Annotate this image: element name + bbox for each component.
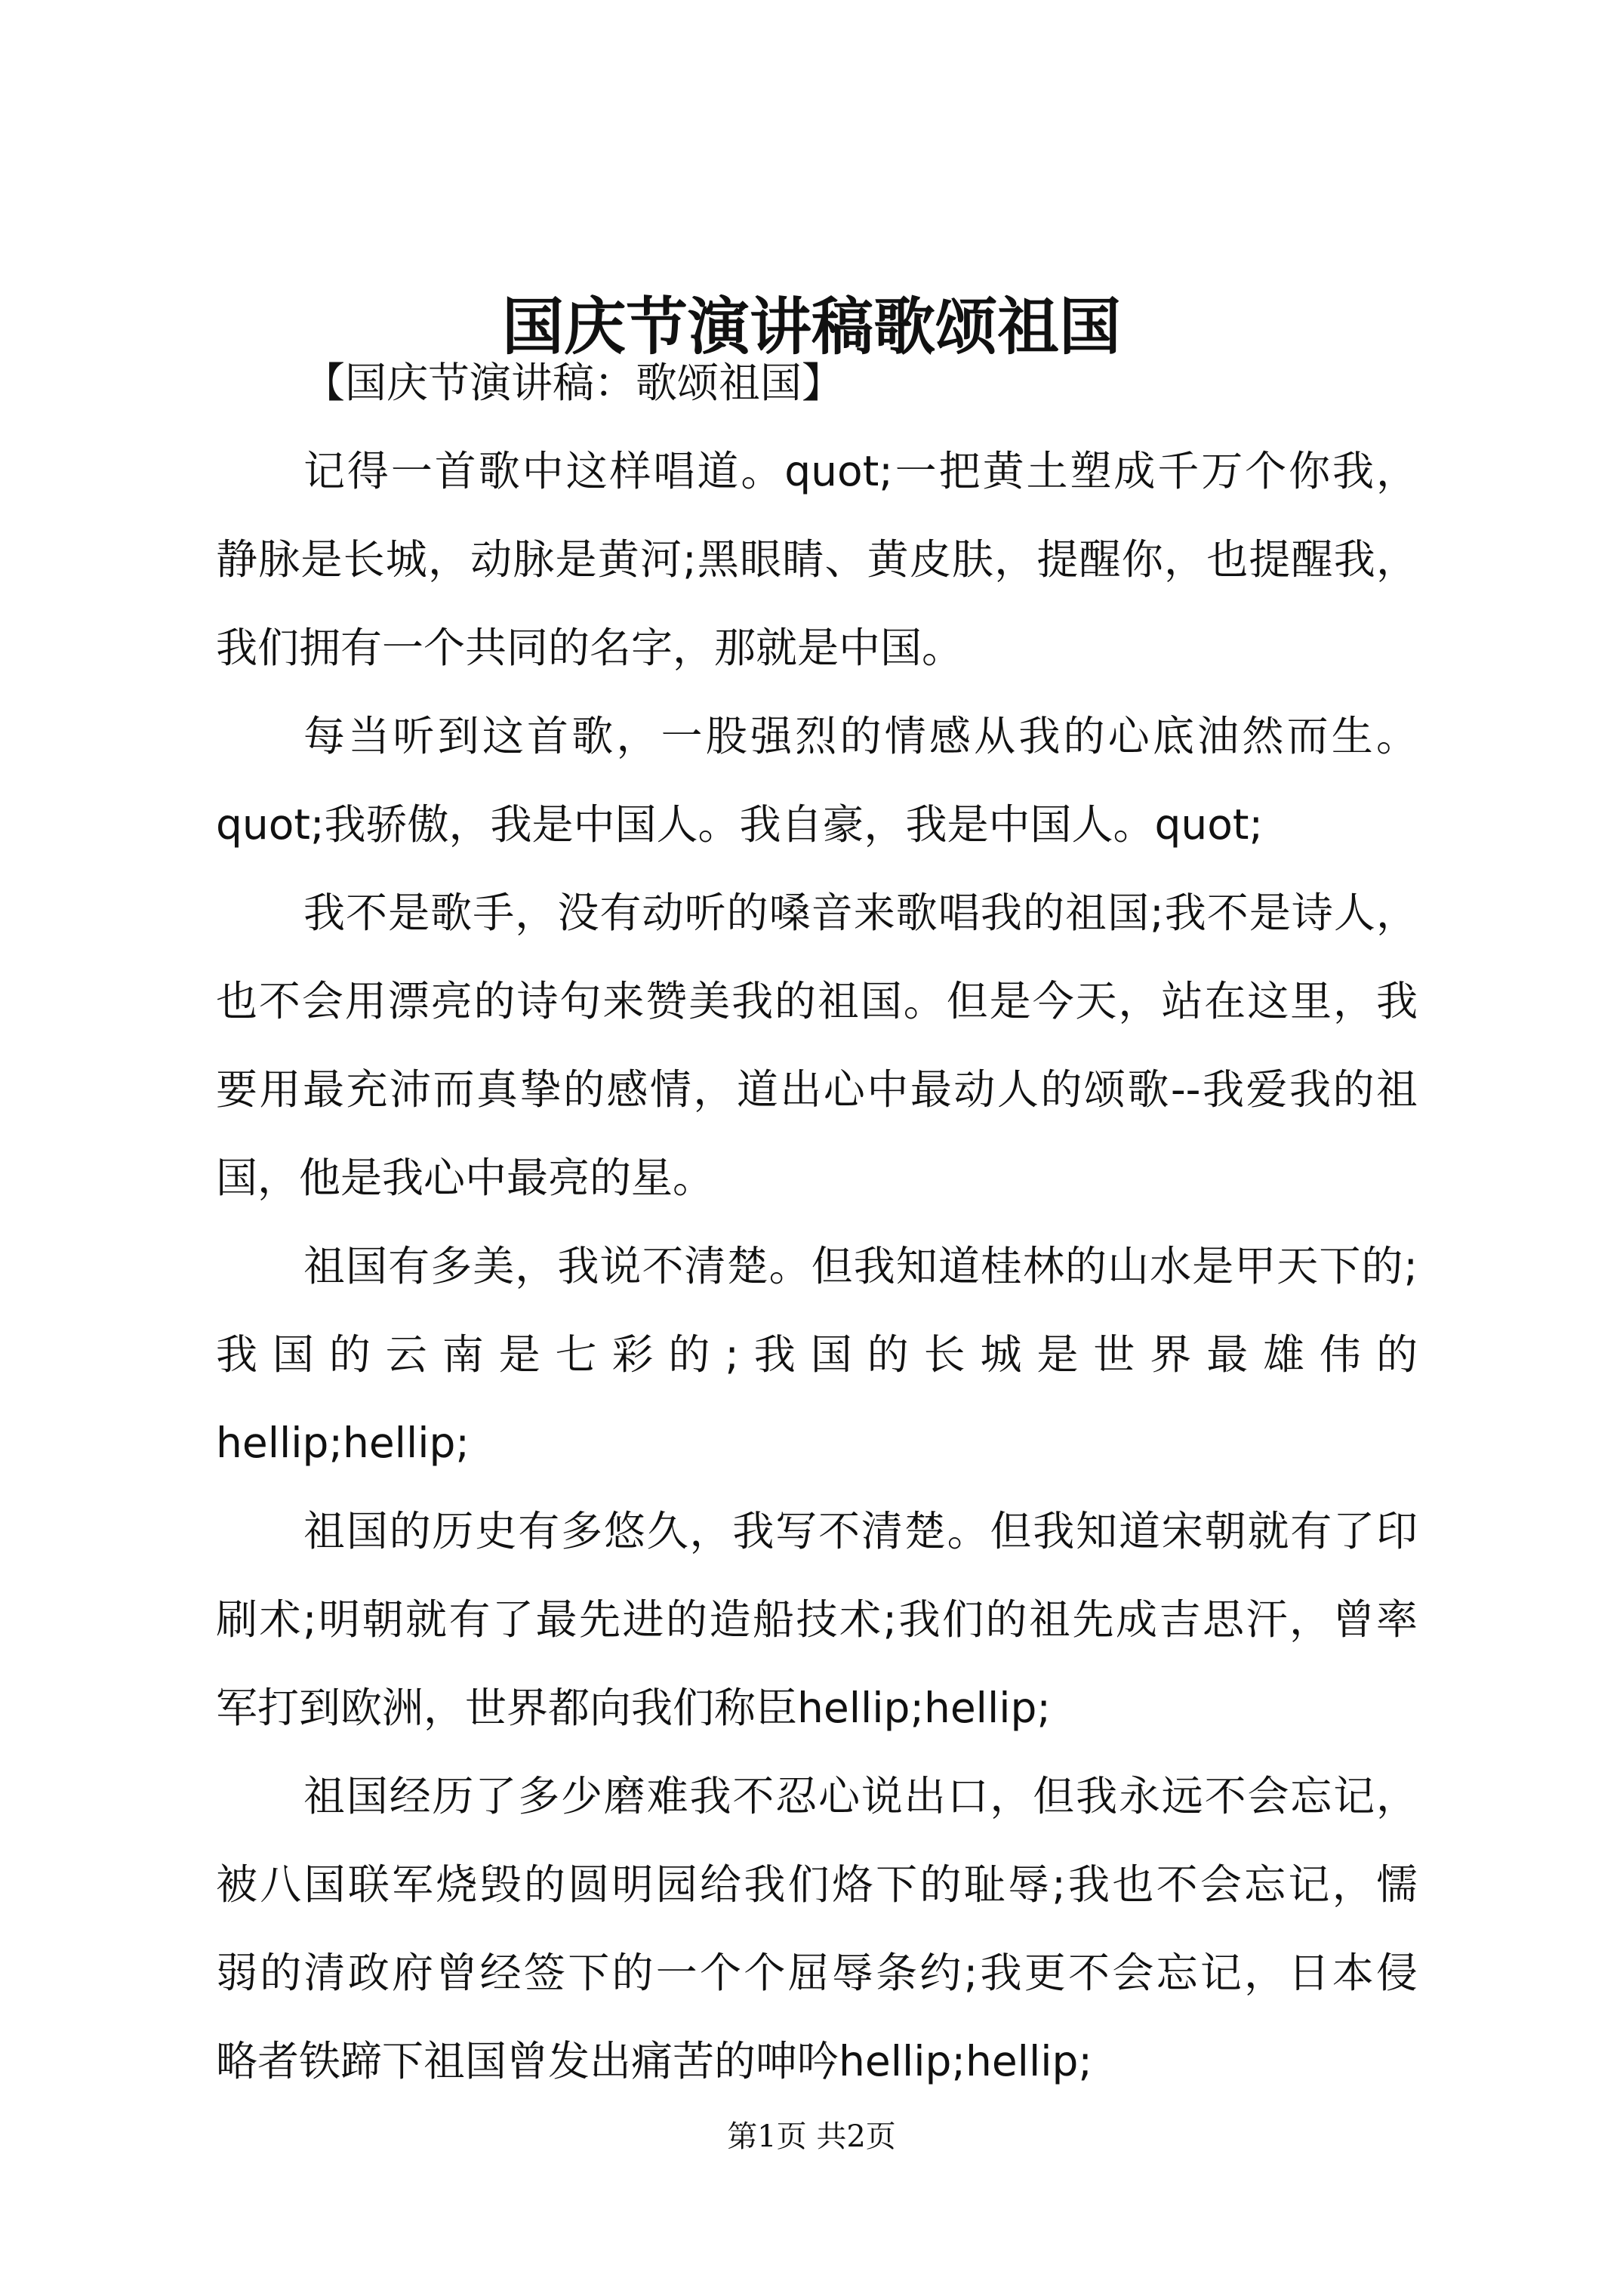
body-line: 也不会用漂亮的诗句来赞美我的祖国。但是今天，站在这里，我 [216,977,1418,1025]
body-line: 略者铁蹄下祖国曾发出痛苦的呻吟hellip;hellip; [216,2037,1092,2085]
body-line: 刷术;明朝就有了最先进的造船技术;我们的祖先成吉思汗，曾率 [216,1595,1418,1644]
body-line: 弱的清政府曾经签下的一个个屈辱条约;我更不会忘记，日本侵 [216,1949,1418,1997]
body-line: 我国的云南是七彩的;我国的长城是世界最雄伟的 [216,1330,1418,1379]
body-line: 每当听到这首歌，一股强烈的情感从我的心底油然而生。 [303,712,1418,760]
body-line: 祖国经历了多少磨难我不忍心说出口，但我永远不会忘记， [303,1772,1418,1820]
body-line: 要用最充沛而真挚的感情，道出心中最动人的颂歌--我爱我的祖 [216,1065,1418,1114]
body-line: 被八国联军烧毁的圆明园给我们烙下的耻辱;我也不会忘记，懦 [216,1860,1418,1909]
body-line: 记得一首歌中这样唱道。quot;一把黄土塑成千万个你我， [303,447,1418,495]
page-footer: 第1页 共2页 [727,2119,896,2154]
body-line: 静脉是长城，动脉是黄河;黑眼睛、黄皮肤，提醒你，也提醒我， [216,535,1418,584]
subtitle-heading: 【国庆节演讲稿：歌颂祖国】 [303,359,844,407]
body-line: 我不是歌手，没有动听的嗓音来歌唱我的祖国;我不是诗人， [303,889,1418,937]
body-line: quot;我骄傲，我是中国人。我自豪，我是中国人。quot; [216,800,1264,849]
body-line: 祖国的历史有多悠久，我写不清楚。但我知道宋朝就有了印 [303,1507,1418,1555]
body-line: hellip;hellip; [216,1419,470,1467]
body-line: 国，他是我心中最亮的星。 [216,1154,715,1202]
body-line: 我们拥有一个共同的名字，那就是中国。 [216,624,964,672]
body-line: 军打到欧洲，世界都向我们称臣hellip;hellip; [216,1684,1051,1732]
body-line: 祖国有多美，我说不清楚。但我知道桂林的山水是甲天下的; [303,1242,1418,1290]
page-title: 国庆节演讲稿歌颂祖国 [501,291,1121,363]
